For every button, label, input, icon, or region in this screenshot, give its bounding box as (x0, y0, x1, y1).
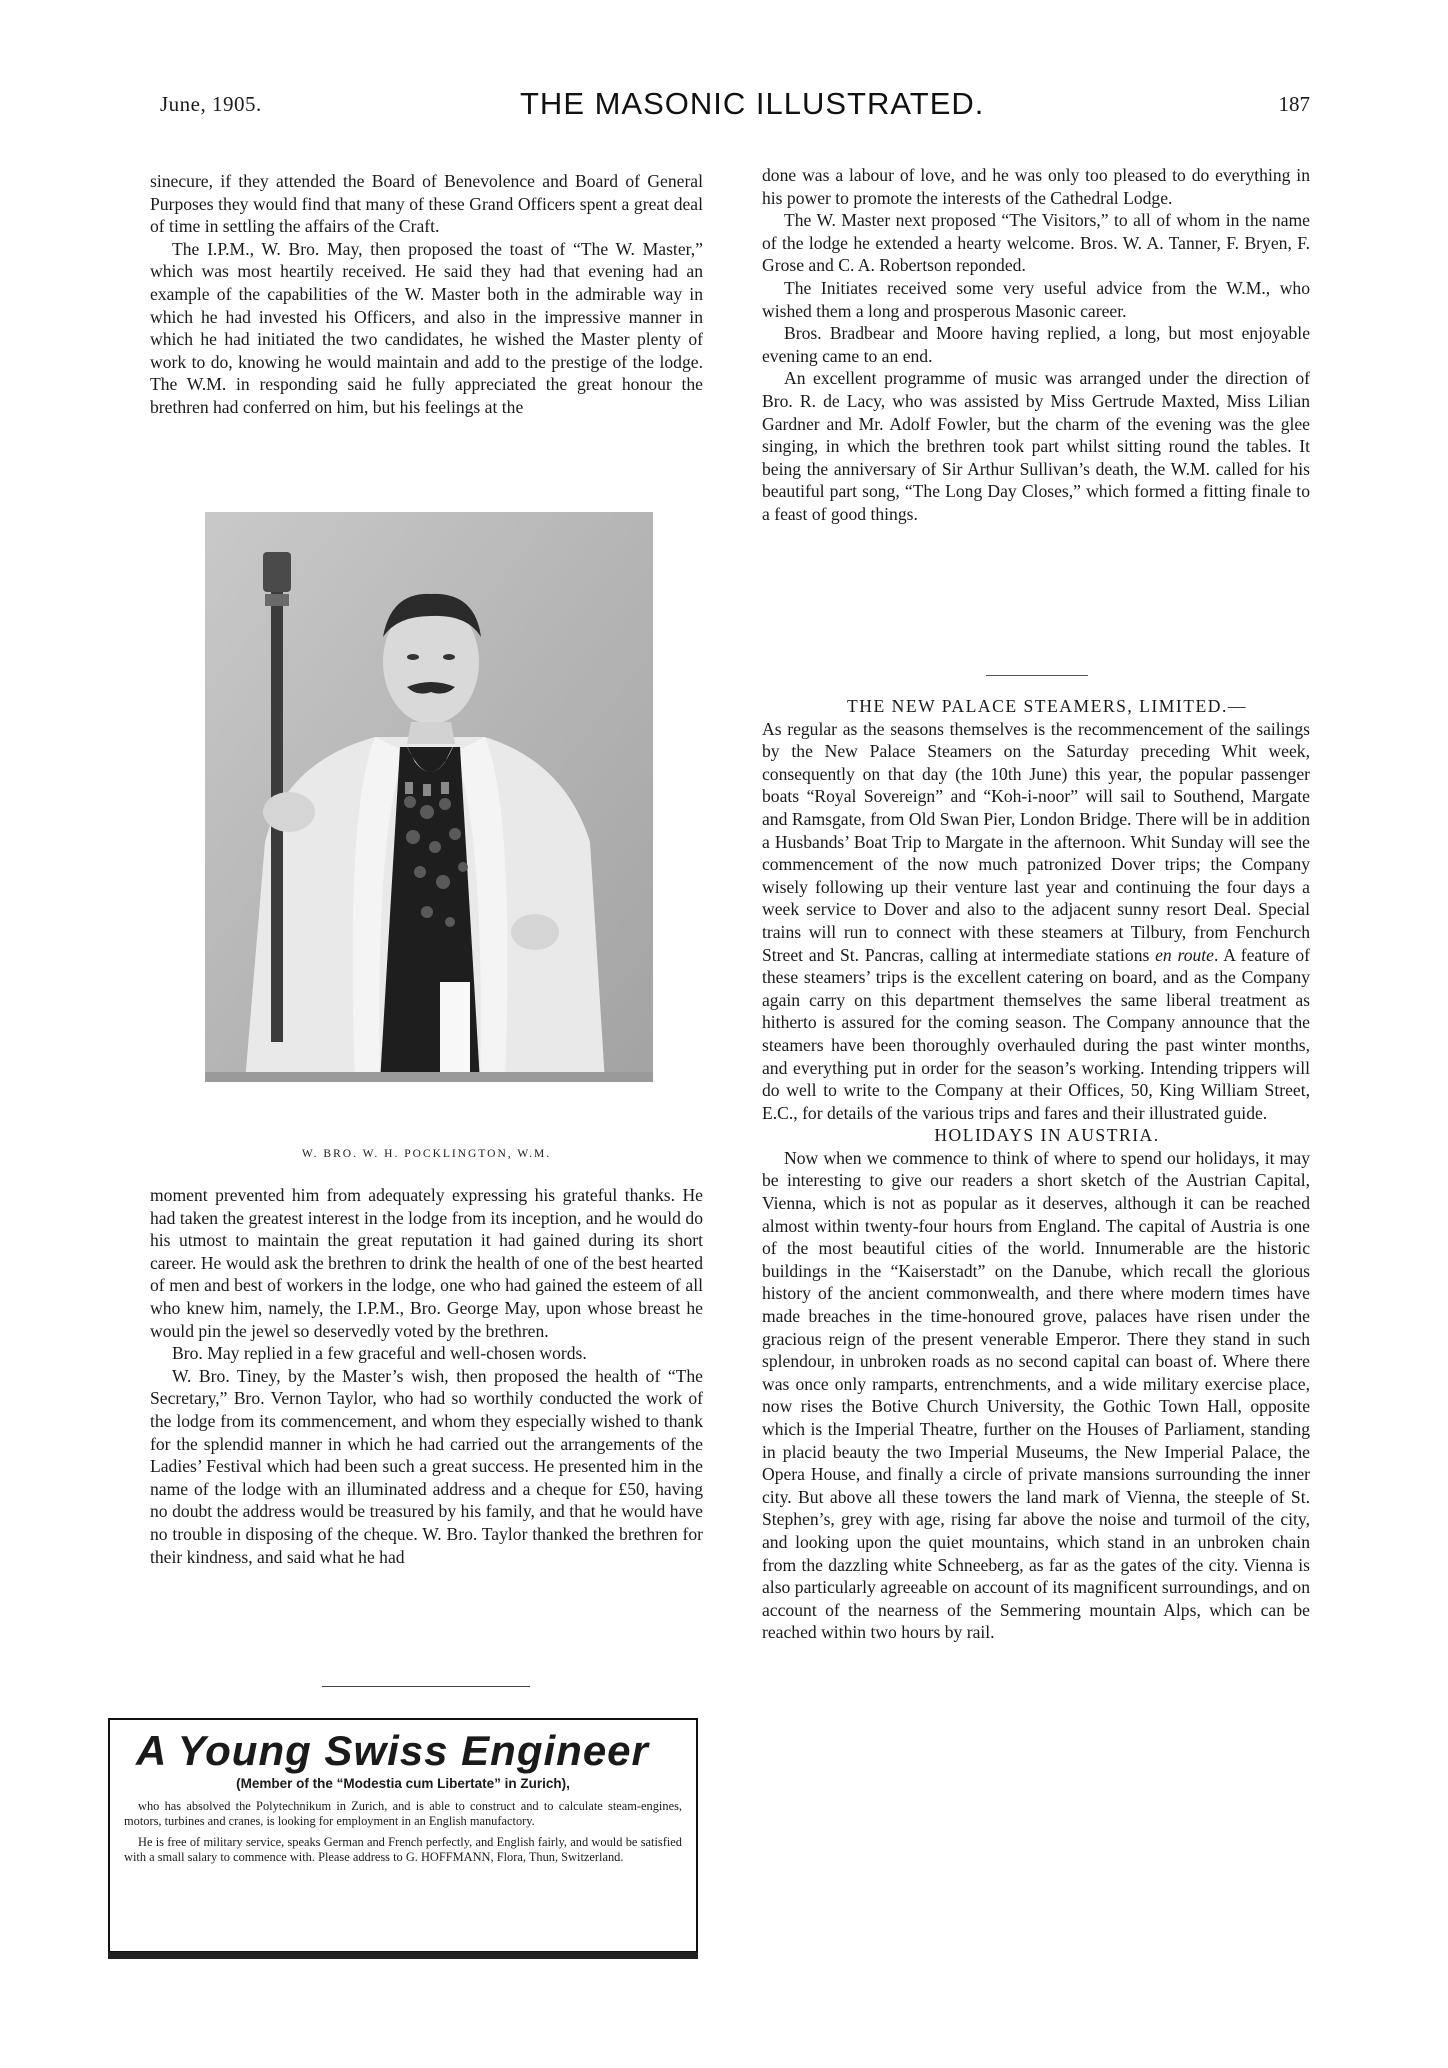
right-column-bottom (762, 695, 1310, 1644)
ad-border-bar (108, 1952, 698, 1959)
paragraph: The I.P.M., W. Bro. May, then proposed the toast of “The W. Master,” which was most heartily received. He said they had that evening had an example of the capabilities of the W. Master both in the admirable way in which he had invested his Officers, and also in the impressive manner in which he had initiated the two candidates, he wished the Master plenty of work to do, knowing he would maintain and add to the prestige of the lodge. The W.M. in responding said he fully appreciated the great honour the brethren had conferred on him, but his feelings at the (150, 238, 703, 417)
ad-title: A Young Swiss Engineer (136, 1727, 649, 1774)
page-header (160, 86, 1310, 126)
steamers-text-b: . A feature of these steamers’ trips is the excellent catering on board, and as the Company again carry on this department themselves the same liberal treatment as hitherto is assured for the coming season. The Company announce that the steamers have been thoroughly overhauled during the past winter months, and everything put in order for the season’s working. Intending trippers will do well to write to the Company at their Offices, 50, King William Street, E.C., for details of the various trips and fares and their illustrated guide. (762, 944, 1310, 1123)
paragraph: The Initiates received some very useful advice from the W.M., who wished them a long and prosperous Masonic career. (762, 277, 1310, 321)
left-column-top (150, 170, 703, 419)
right-column-top (762, 164, 1310, 526)
left-column-bottom (150, 1184, 703, 1568)
steamers-heading: THE NEW PALACE STEAMERS, LIMITED.— (847, 696, 1247, 716)
paragraph: moment prevented him from adequately expressing his grateful thanks. He had taken the greatest interest in the lodge from its inception, and he would do his utmost to maintain the great reputation it had gained during its short career. He would ask the brethren to drink the health of one of the best hearted of men and best of workers in the lodge, one who had gained the esteem of all who knew him, namely, the I.P.M., Bro. George May, upon whose breast he would pin the jewel so deservedly voted by the brethren. (150, 1185, 703, 1341)
paragraph: The W. Master next proposed “The Visitors,” to all of whom in the name of the lodge he extended a hearty welcome. Bros. W. A. Tanner, F. Bryen, F. Grose and C. A. Robertson reponded. (762, 210, 1310, 276)
issue-date: June, 1905. (160, 92, 262, 116)
paragraph: sinecure, if they attended the Board of Benevolence and Board of General Purposes they would find that many of these Grand Officers spent a great deal of time in settling the affairs of the Craft. (150, 171, 703, 237)
journal-title: THE MASONIC ILLUSTRATED. (520, 86, 985, 121)
advertisement-box (108, 1718, 698, 1953)
steamers-text-a: As regular as the seasons themselves is the recommencement of the sailings by the New Palace Steamers on the Saturday preceding Whit week, consequently on that day (the 10th June) this year, the popular passenger boats “Royal Sovereign” and “Koh-i-noor” will sail to Southend, Margate and Ramsgate, from Old Swan Pier, London Bridge. There will be in addition a Husbands’ Boat Trip to Margate in the afternoon. Whit Sunday will see the commencement of the now much patronized Dover trips; the Company wisely following up their venture last year and continuing the four days a week service to Dover and also to the adjacent sunny resort Deal. Special trains will run to connect with these steamers at Tilbury, from Fenchurch Street and St. Pancras, calling at intermediate stations (762, 718, 1310, 965)
paragraph: Bro. May replied in a few graceful and well-chosen words. (172, 1343, 587, 1364)
ad-paragraph: who has absolved the Polytechnikum in Zurich, and is able to construct and to calculate steam-engines, motors, turbines and cranes, is looking for employment in an English manufactory. (124, 1799, 682, 1828)
steamers-paragraph (762, 718, 1310, 1125)
austria-heading: HOLIDAYS IN AUSTRIA. (934, 1125, 1160, 1146)
ad-subtitle: (Member of the “Modestia cum Libertate” in Zurich), (236, 1776, 570, 1791)
divider (986, 675, 1088, 676)
photo-caption: W. BRO. W. H. POCKLINGTON, W.M. (301, 1148, 552, 1160)
paragraph: W. Bro. Tiney, by the Master’s wish, then proposed the health of “The Secretary,” Bro. Vernon Taylor, who had so worthily conducted the work of the lodge from its commencement, and whom they especially wished to thank for the splendid manner in which he had carried out the arrangements of the Ladies’ Festival which had been such a great success. He presented him in the name of the lodge with an illuminated address and a cheque for £50, having no doubt the address would be treasured by his family, and that he would have no trouble in disposing of the cheque. W. Bro. Taylor thanked the brethren for their kindness, and said what he had (150, 1365, 703, 1567)
paragraph: Bros. Bradbear and Moore having replied, a long, but most enjoyable evening came to an end. (762, 323, 1310, 366)
paragraph: An excellent programme of music was arranged under the direction of Bro. R. de Lacy, who was assisted by Miss Gertrude Maxted, Miss Lilian Gardner and Mr. Adolf Fowler, but the charm of the evening was the glee singing, in which the brethren took part whilst sitting round the tables. It being the anniversary of Sir Arthur Sullivan’s death, the W.M. called for his beautiful part song, “The Long Day Closes,” which formed a fitting finale to a feast of good things. (762, 368, 1310, 524)
ad-paragraph: He is free of military service, speaks German and French perfectly, and English fairly, and would be satisfied with a small salary to commence with. Please address to G. HOFFMANN, Flora, Thun, Switzerland. (124, 1835, 682, 1864)
austria-paragraph: Now when we commence to think of where to spend our holidays, it may be interesting to give our readers a short sketch of the Austrian Capital, Vienna, which is not as popular as it deserves, although it can be reached almost within twenty-four hours from England. The capital of Austria is one of the most beautiful cities of the world. Innumerable are the historic buildings in the “Kaiserstadt” on the Danube, which recall the glorious history of the ancient commonwealth, and there where modern times have made breaches in the time-honoured grove, palaces have risen under the gracious reign of the present venerable Emperor. There they stand in such splendour, in unbroken roads as no second capital can boast of. Where there was once only ramparts, entrenchments, and a wide military exercise place, now rises the Botive Church University, the Gothic Town Hall, opposite which is the Imperial Theatre, further on the Houses of Parliament, standing in placid beauty the two Imperial Museums, the New Imperial Palace, the Opera House, and finally a circle of private mansions surrounding the inner city. But above all these towers the land mark of Vienna, the steeple of St. Stephen’s, grey with age, rising far above the noise and turmoil of the city, and looking upon the quiet mountains, which stand in an unbroken chain from the dazzling white Schneeberg, as far as the gates of the city. Vienna is also particularly agreeable on account of its magnificent surroundings, and on account of the nearness of the Semmering mountain Alps, which can be reached within two hours by rail. (762, 1147, 1310, 1643)
divider (322, 1686, 530, 1687)
portrait-photo (205, 512, 653, 1082)
en-route: en route (1155, 944, 1214, 965)
page-number: 187 (1278, 92, 1310, 116)
paragraph: done was a labour of love, and he was only too pleased to do everything in his power to promote the interests of the Cathedral Lodge. (762, 165, 1310, 208)
